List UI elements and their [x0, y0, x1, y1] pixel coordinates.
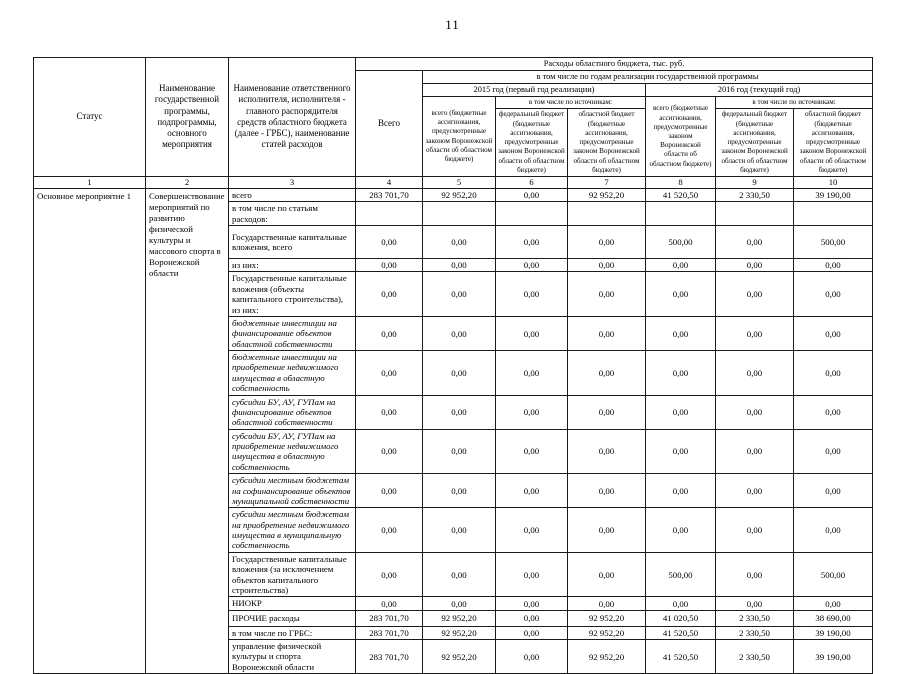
value-cell: 0,00 [496, 552, 568, 597]
value-cell: 283 701,70 [356, 610, 423, 626]
col-number: 1 [34, 176, 146, 188]
value-cell: 92 952,20 [423, 626, 496, 639]
value-cell [646, 202, 716, 226]
value-cell: 0,00 [716, 395, 794, 429]
header-2016-federal: федеральный бюджет (бюджетные ассигнования, предусмотренные законом Воронежской области об областном бюджете) [716, 109, 794, 177]
value-cell: 0,00 [716, 508, 794, 553]
value-cell: 0,00 [568, 429, 646, 474]
value-cell: 39 190,00 [794, 640, 873, 674]
value-cell [356, 202, 423, 226]
value-cell: 2 330,50 [716, 610, 794, 626]
value-cell: 500,00 [646, 552, 716, 597]
row-label: субсидии местным бюджетам на приобретение недвижимого имущества в муниципальную собственность [229, 508, 356, 553]
header-2015-federal: федеральный бюджет (бюджетные ассигнования, предусмотренные законом Воронежской области об областном бюджете) [496, 109, 568, 177]
value-cell: 0,00 [423, 226, 496, 259]
header-total: Всего [356, 71, 423, 177]
value-cell: 0,00 [568, 316, 646, 350]
col-number: 9 [716, 176, 794, 188]
column-numbers-row [34, 176, 873, 188]
value-cell: 0,00 [423, 552, 496, 597]
page-number: 11 [445, 17, 460, 32]
value-cell: 283 701,70 [356, 188, 423, 201]
col-number: 5 [423, 176, 496, 188]
table-row [34, 188, 873, 201]
value-cell: 0,00 [496, 429, 568, 474]
value-cell: 0,00 [646, 429, 716, 474]
value-cell: 0,00 [646, 259, 716, 272]
row-label: в том числе по ГРБС: [229, 626, 356, 639]
value-cell: 0,00 [568, 351, 646, 396]
value-cell: 0,00 [356, 272, 423, 317]
value-cell [794, 202, 873, 226]
value-cell: 0,00 [794, 474, 873, 508]
header-by-years: в том числе по годам реализации государственной программы [423, 71, 873, 84]
value-cell: 0,00 [496, 259, 568, 272]
value-cell: 0,00 [794, 351, 873, 396]
header-year-2016: 2016 год (текущий год) [646, 84, 873, 97]
value-cell: 0,00 [646, 272, 716, 317]
value-cell: 0,00 [356, 226, 423, 259]
value-cell: 0,00 [794, 259, 873, 272]
value-cell: 0,00 [794, 597, 873, 610]
value-cell: 0,00 [496, 272, 568, 317]
value-cell: 0,00 [568, 474, 646, 508]
col-number: 8 [646, 176, 716, 188]
value-cell [716, 202, 794, 226]
value-cell: 0,00 [423, 259, 496, 272]
col-number: 2 [146, 176, 229, 188]
value-cell: 0,00 [423, 351, 496, 396]
value-cell: 41 020,50 [646, 610, 716, 626]
value-cell: 0,00 [568, 508, 646, 553]
value-cell: 0,00 [496, 610, 568, 626]
value-cell: 0,00 [716, 351, 794, 396]
value-cell: 0,00 [423, 429, 496, 474]
value-cell: 0,00 [646, 474, 716, 508]
value-cell: 0,00 [716, 272, 794, 317]
value-cell: 0,00 [794, 429, 873, 474]
value-cell: 0,00 [496, 316, 568, 350]
value-cell: 39 190,00 [794, 626, 873, 639]
header-2015-total: всего (бюджетные ассигнования, предусмотренные законом Воронежской области об областном бюджете) [423, 97, 496, 177]
col-number: 7 [568, 176, 646, 188]
value-cell: 0,00 [496, 597, 568, 610]
value-cell: 0,00 [423, 597, 496, 610]
value-cell: 0,00 [356, 351, 423, 396]
value-cell [496, 202, 568, 226]
value-cell: 0,00 [423, 395, 496, 429]
header-2016-total: всего (бюджетные ассигнования, предусмотренные законом Воронежской области об областном бюджете) [646, 97, 716, 177]
header-2016-regional: областной бюджет (бюджетные ассигнования, предусмотренные законом Воронежской области об областном бюджете) [794, 109, 873, 177]
value-cell: 0,00 [356, 316, 423, 350]
value-cell: 0,00 [716, 597, 794, 610]
value-cell: 0,00 [568, 226, 646, 259]
value-cell: 0,00 [568, 597, 646, 610]
value-cell: 0,00 [356, 508, 423, 553]
row-label: субсидии БУ, АУ, ГУПам на приобретение недвижимого имущества в областную собственность [229, 429, 356, 474]
value-cell: 0,00 [423, 272, 496, 317]
program-cell: Совершенствование мероприятий по развитию физической культуры и массового спорта в Воронежской области [146, 188, 229, 673]
value-cell: 92 952,20 [568, 188, 646, 201]
value-cell: 0,00 [716, 259, 794, 272]
value-cell: 0,00 [716, 226, 794, 259]
value-cell: 500,00 [794, 226, 873, 259]
value-cell: 0,00 [356, 395, 423, 429]
header-executor: Наименование ответственного исполнителя, исполнителя - главного распорядителя средств областного бюджета (далее - ГРБС), наименование статей расходов [229, 58, 356, 177]
header-2015-by-sources: в том числе по источникам: [496, 97, 646, 109]
row-label: Государственные капитальные вложения (объекты капитального строительства), из них: [229, 272, 356, 317]
row-label: НИОКР [229, 597, 356, 610]
value-cell: 2 330,50 [716, 626, 794, 639]
value-cell: 2 330,50 [716, 188, 794, 201]
row-label: бюджетные инвестиции на финансирование объектов областной собственности [229, 316, 356, 350]
value-cell: 92 952,20 [423, 610, 496, 626]
value-cell: 0,00 [356, 552, 423, 597]
value-cell: 0,00 [568, 395, 646, 429]
value-cell: 41 520,50 [646, 188, 716, 201]
row-label: в том числе по статьям расходов: [229, 202, 356, 226]
row-label: субсидии местным бюджетам на софинансирование объектов муниципальной собственности [229, 474, 356, 508]
col-number: 6 [496, 176, 568, 188]
value-cell: 0,00 [794, 272, 873, 317]
row-label: субсидии БУ, АУ, ГУПам на финансирование объектов областной собственности [229, 395, 356, 429]
value-cell: 0,00 [356, 429, 423, 474]
value-cell: 0,00 [423, 474, 496, 508]
value-cell: 0,00 [496, 626, 568, 639]
value-cell: 0,00 [646, 351, 716, 396]
value-cell: 0,00 [646, 395, 716, 429]
header-status: Статус [34, 58, 146, 177]
value-cell: 0,00 [568, 272, 646, 317]
value-cell: 0,00 [356, 259, 423, 272]
row-label: всего [229, 188, 356, 201]
value-cell: 0,00 [568, 259, 646, 272]
col-number: 4 [356, 176, 423, 188]
value-cell: 0,00 [423, 508, 496, 553]
value-cell: 0,00 [496, 188, 568, 201]
value-cell: 0,00 [716, 552, 794, 597]
value-cell: 0,00 [716, 429, 794, 474]
value-cell: 500,00 [794, 552, 873, 597]
value-cell: 0,00 [496, 395, 568, 429]
value-cell: 0,00 [496, 226, 568, 259]
value-cell: 500,00 [646, 226, 716, 259]
value-cell: 0,00 [794, 395, 873, 429]
value-cell: 0,00 [568, 552, 646, 597]
value-cell: 283 701,70 [356, 640, 423, 674]
row-label: Государственные капитальные вложения, всего [229, 226, 356, 259]
budget-table [33, 57, 873, 674]
value-cell: 39 190,00 [794, 188, 873, 201]
col-number: 10 [794, 176, 873, 188]
value-cell: 41 520,50 [646, 626, 716, 639]
value-cell: 0,00 [646, 316, 716, 350]
value-cell: 0,00 [496, 640, 568, 674]
value-cell: 92 952,20 [423, 188, 496, 201]
value-cell: 41 520,50 [646, 640, 716, 674]
value-cell: 0,00 [496, 351, 568, 396]
header-expenses-title: Расходы областного бюджета, тыс. руб. [356, 58, 873, 71]
row-label: из них: [229, 259, 356, 272]
header-2016-by-sources: в том числе по источникам: [716, 97, 873, 109]
value-cell: 0,00 [356, 474, 423, 508]
value-cell: 0,00 [496, 474, 568, 508]
col-number: 3 [229, 176, 356, 188]
header-year-2015: 2015 год (первый год реализации) [423, 84, 646, 97]
value-cell: 38 690,00 [794, 610, 873, 626]
value-cell: 0,00 [423, 316, 496, 350]
row-label: бюджетные инвестиции на приобретение недвижимого имущества в областную собственность [229, 351, 356, 396]
header-program: Наименование государственной программы, подпрограммы, основного мероприятия [146, 58, 229, 177]
value-cell: 0,00 [716, 474, 794, 508]
value-cell: 0,00 [794, 508, 873, 553]
value-cell: 0,00 [496, 508, 568, 553]
status-cell: Основное мероприятие 1 [34, 188, 146, 673]
value-cell [568, 202, 646, 226]
value-cell: 283 701,70 [356, 626, 423, 639]
value-cell: 0,00 [646, 508, 716, 553]
value-cell: 92 952,20 [423, 640, 496, 674]
value-cell: 92 952,20 [568, 640, 646, 674]
value-cell: 92 952,20 [568, 626, 646, 639]
row-label: управление физической культуры и спорта Воронежской области [229, 640, 356, 674]
value-cell: 0,00 [356, 597, 423, 610]
value-cell [423, 202, 496, 226]
value-cell: 2 330,50 [716, 640, 794, 674]
value-cell: 0,00 [646, 597, 716, 610]
header-2015-regional: областной бюджет (бюджетные ассигнования, предусмотренные законом Воронежской области об областном бюджете) [568, 109, 646, 177]
row-label: Государственные капитальные вложения (за исключением объектов капитального строительства) [229, 552, 356, 597]
value-cell: 0,00 [716, 316, 794, 350]
value-cell: 92 952,20 [568, 610, 646, 626]
value-cell: 0,00 [794, 316, 873, 350]
row-label: ПРОЧИЕ расходы [229, 610, 356, 626]
